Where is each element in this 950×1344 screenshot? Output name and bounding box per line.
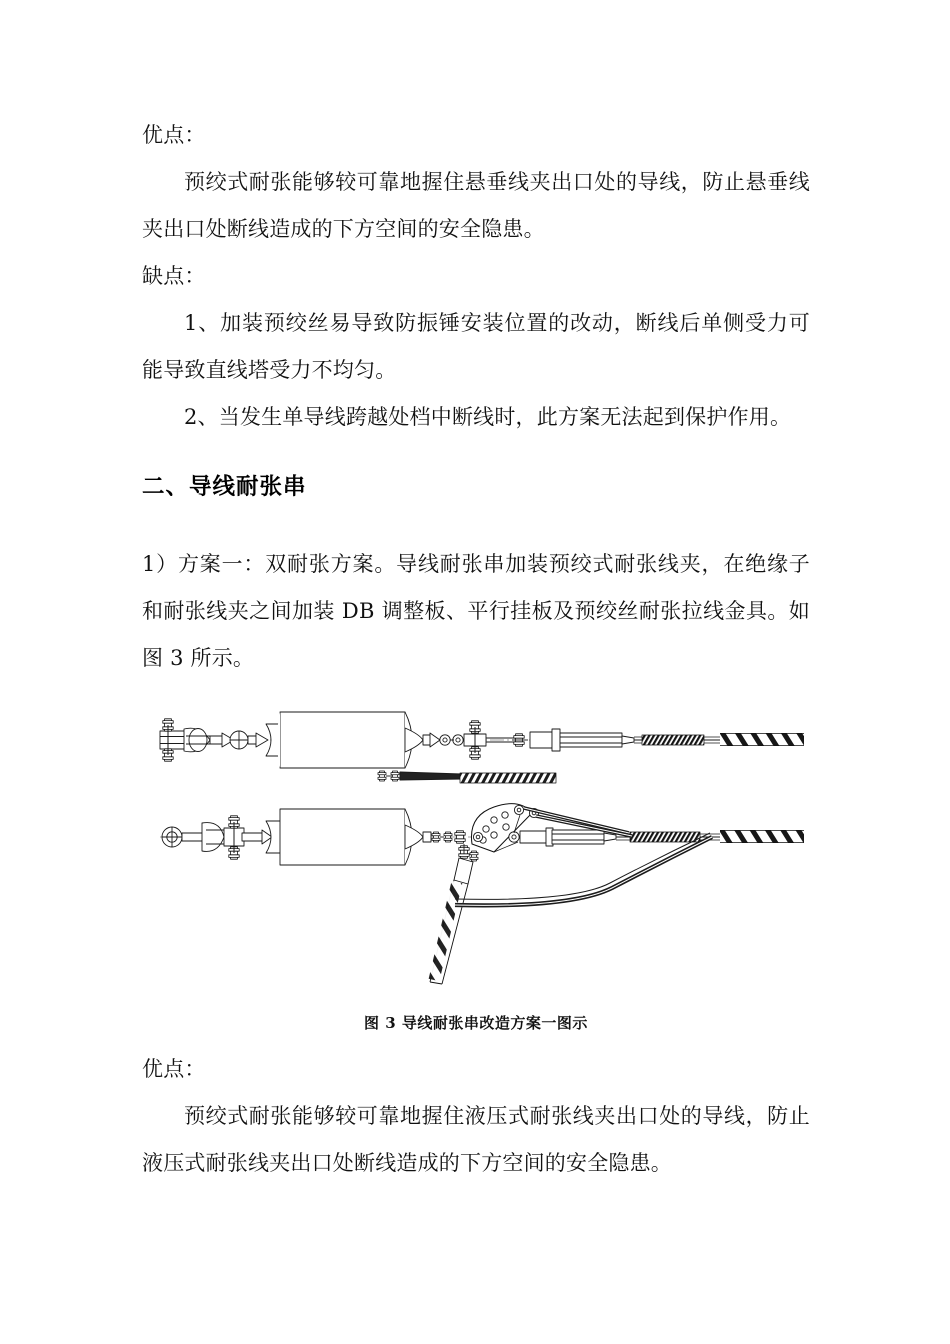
bolt-plate-lower: [224, 816, 272, 859]
insulator-cone-right-lower: [405, 825, 423, 849]
hydraulic-tension-clamp-upper: [530, 729, 634, 751]
paragraph-pros-body-2: 预绞式耐张能够较可靠地握住液压式耐张线夹出口处的导线，防止液压式耐张线夹出口处断线造成的下方空间的安全隐患。: [142, 1104, 810, 1175]
spacer-before-figure: [142, 682, 810, 692]
paragraph-pros-label-1: 优点：: [142, 123, 206, 147]
ring-end-lower: [162, 827, 182, 847]
armor-rod-upper: [642, 735, 704, 745]
link-bar-lower: [182, 823, 230, 852]
bolt-cluster-upper: [512, 734, 528, 746]
paragraph-cons-item-1: 1、加装预绞丝易导致防振锤安装位置的改动，断线后单侧受力可能导致直线塔受力不均匀。: [142, 311, 810, 382]
parallel-plate-upper: [464, 721, 514, 759]
paragraph-scheme-one: 1）方案一：双耐张方案。导线耐张串加装预绞式耐张线夹，在绝缘子和耐张线夹之间加装 DB 调整板、平行挂板及预绞丝耐张拉线金具。如图 3 所示。: [142, 552, 810, 670]
spacer-after-figure: [142, 1036, 810, 1046]
u-shackle-upper: [160, 719, 186, 761]
paragraph-cons-label-1: 缺点：: [142, 264, 206, 288]
socket-clevis-chain-lower: [423, 831, 465, 843]
insulator-body-lower: [280, 809, 412, 865]
ball-socket-upper: [210, 731, 268, 749]
armor-rod-lower: [630, 832, 700, 842]
spacer-before-heading: [142, 441, 810, 467]
insulator-cone-right-upper: [405, 728, 423, 752]
insulator-body-upper: [277, 712, 412, 768]
paragraph-pros-label-2: 优点：: [142, 1057, 206, 1081]
hanging-tension-clamp: [430, 844, 478, 984]
spacer-after-heading: [142, 507, 810, 541]
section-heading-conductor-tension-string: 二、导线耐张串: [142, 474, 307, 500]
clevis-upper: [184, 728, 212, 752]
preformed-grip-upper: [720, 733, 804, 746]
figure-3-container: [142, 692, 810, 1036]
lower-assembly: [160, 804, 804, 984]
paragraph-cons-item-2: 2、当发生单导线跨越处档中断线时，此方案无法起到保护作用。: [184, 405, 792, 429]
figure-3-caption: 图 3 导线耐张串改造方案一图示: [364, 1014, 588, 1032]
socket-clevis-chain-upper: [423, 733, 463, 747]
detached-preformed-rod: [378, 771, 556, 783]
upper-assembly: [160, 712, 804, 768]
tension-insulator-string-assembly-diagram: [142, 692, 810, 1010]
page-content: [142, 112, 810, 1187]
paragraph-pros-body-1: 预绞式耐张能够较可靠地握住悬垂线夹出口处的导线，防止悬垂线夹出口处断线造成的下方空间的安全隐患。: [142, 170, 810, 241]
preformed-grip-lower: [720, 830, 804, 843]
